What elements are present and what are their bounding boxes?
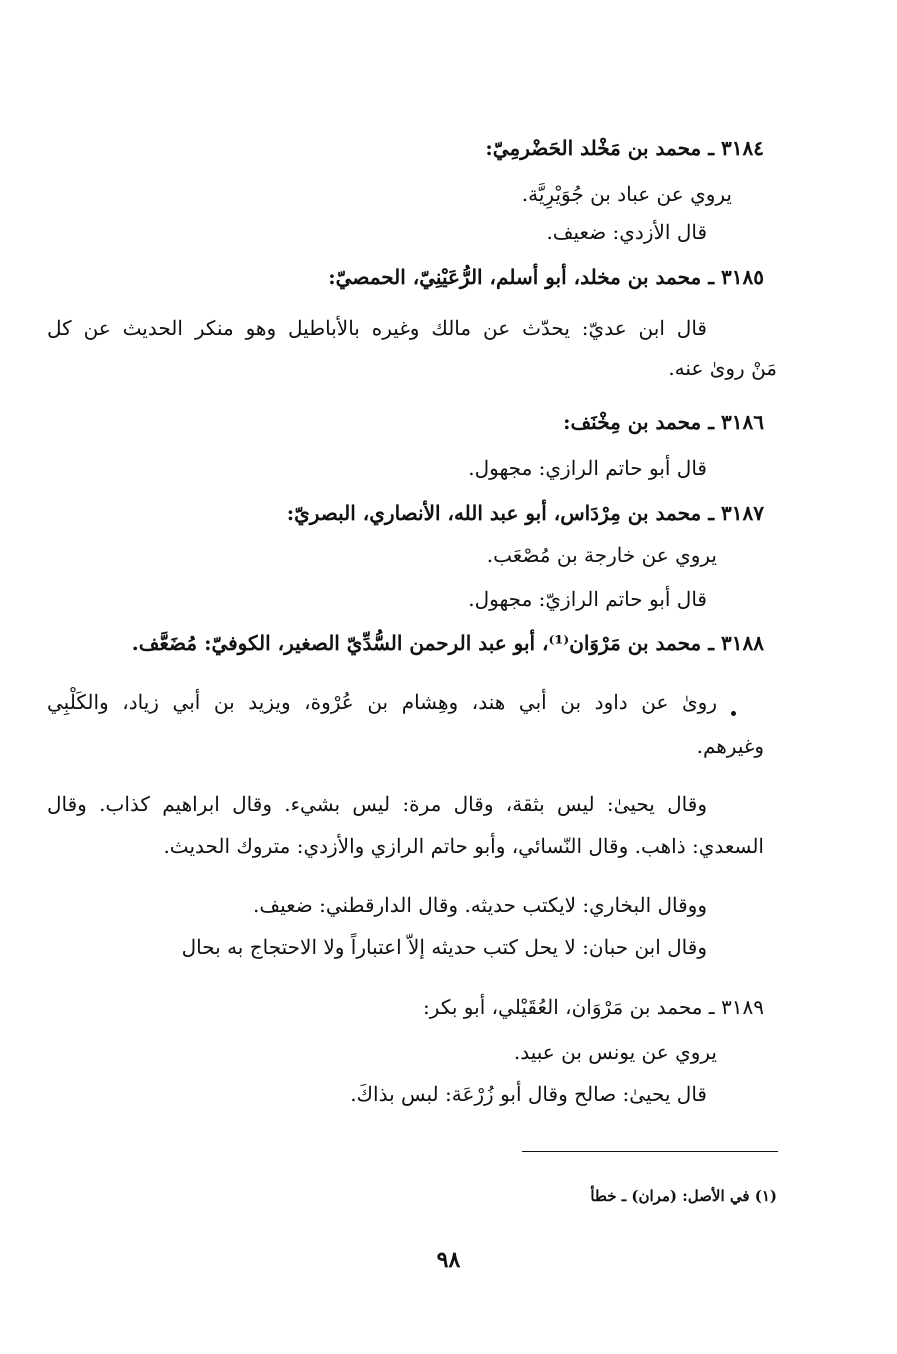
entry-3189-heading: ٣١٨٩ ـ محمد بن مَرْوَان، العُقَيْلي، أبو بكر: — [423, 995, 764, 1019]
entry-3187-heading: ٣١٨٧ ـ محمد بن مِرْدَاس، أبو عبد الله، الأنصاري، البصريّ: — [286, 501, 764, 525]
entry-3188-line-3: وقال يحيىٰ: ليس بثقة، وقال مرة: ليس بشيء. وقال ابراهيم كذاب. وقال — [47, 792, 707, 816]
entry-3188-line-6: وقال ابن حبان: لا يحل كتب حديثه إلاّ اعتباراً ولا الاحتجاج به بحال — [181, 935, 707, 959]
entry-3185-line-2: مَنْ روىٰ عنه. — [668, 356, 777, 380]
entry-3188-line-2: وغيرهم. — [696, 734, 764, 758]
entry-3188-line-1: روىٰ عن داود بن أبي هند، وهِشام بن عُرْوة، ويزيد بن أبي زياد، والكَلْبِي — [47, 690, 717, 714]
entry-3184-line-1: يروي عن عباد بن جُوَيْرِيَّة. — [521, 182, 732, 206]
footnote: (١) في الأصل: (مران) ـ خطأ — [590, 1187, 777, 1205]
entry-3188-line-4: السعدي: ذاهب. وقال النّسائي، وأبو حاتم الرازي والأزدي: متروك الحديث. — [163, 834, 764, 858]
entry-3186-heading: ٣١٨٦ ـ محمد بن مِخْنَف: — [563, 410, 764, 434]
footnote-separator — [522, 1151, 778, 1152]
entry-3187-line-1: يروي عن خارجة بن مُصْعَب. — [486, 543, 717, 567]
entry-3185-line-1: قال ابن عديّ: يحدّث عن مالك وغيره بالأباطيل وهو منكر الحديث عن كل — [47, 316, 707, 340]
entry-3189-line-2: قال يحيىٰ: صالح وقال أبو زُرْعَة: لبس بذاكَ. — [350, 1082, 707, 1106]
page-number: ٩٨ — [436, 1247, 461, 1273]
entry-3188-line-5: ووقال البخاري: لايكتب حديثه. وقال الدارقطني: ضعيف. — [253, 893, 707, 917]
entry-3187-line-2: قال أبو حاتم الرازيّ: مجهول. — [468, 587, 707, 611]
ink-speck — [731, 711, 736, 716]
entry-3188-heading: ٣١٨٨ ـ محمد بن مَرْوَان⁽¹⁾، أبو عبد الرحمن السُّدِّيّ الصغير، الكوفيّ: مُضَعَّف. — [131, 631, 764, 655]
entry-3189-line-1: يروي عن يونس بن عبيد. — [513, 1040, 717, 1064]
entry-3186-line-1: قال أبو حاتم الرازي: مجهول. — [468, 456, 707, 480]
entry-3184-heading: ٣١٨٤ ـ محمد بن مَخْلد الحَضْرمِيّ: — [485, 136, 764, 160]
entry-3185-heading: ٣١٨٥ ـ محمد بن مخلد، أبو أسلم، الرُّعَيْنِيّ، الحمصيّ: — [328, 265, 764, 289]
entry-3184-line-2: قال الأزدي: ضعيف. — [546, 220, 707, 244]
